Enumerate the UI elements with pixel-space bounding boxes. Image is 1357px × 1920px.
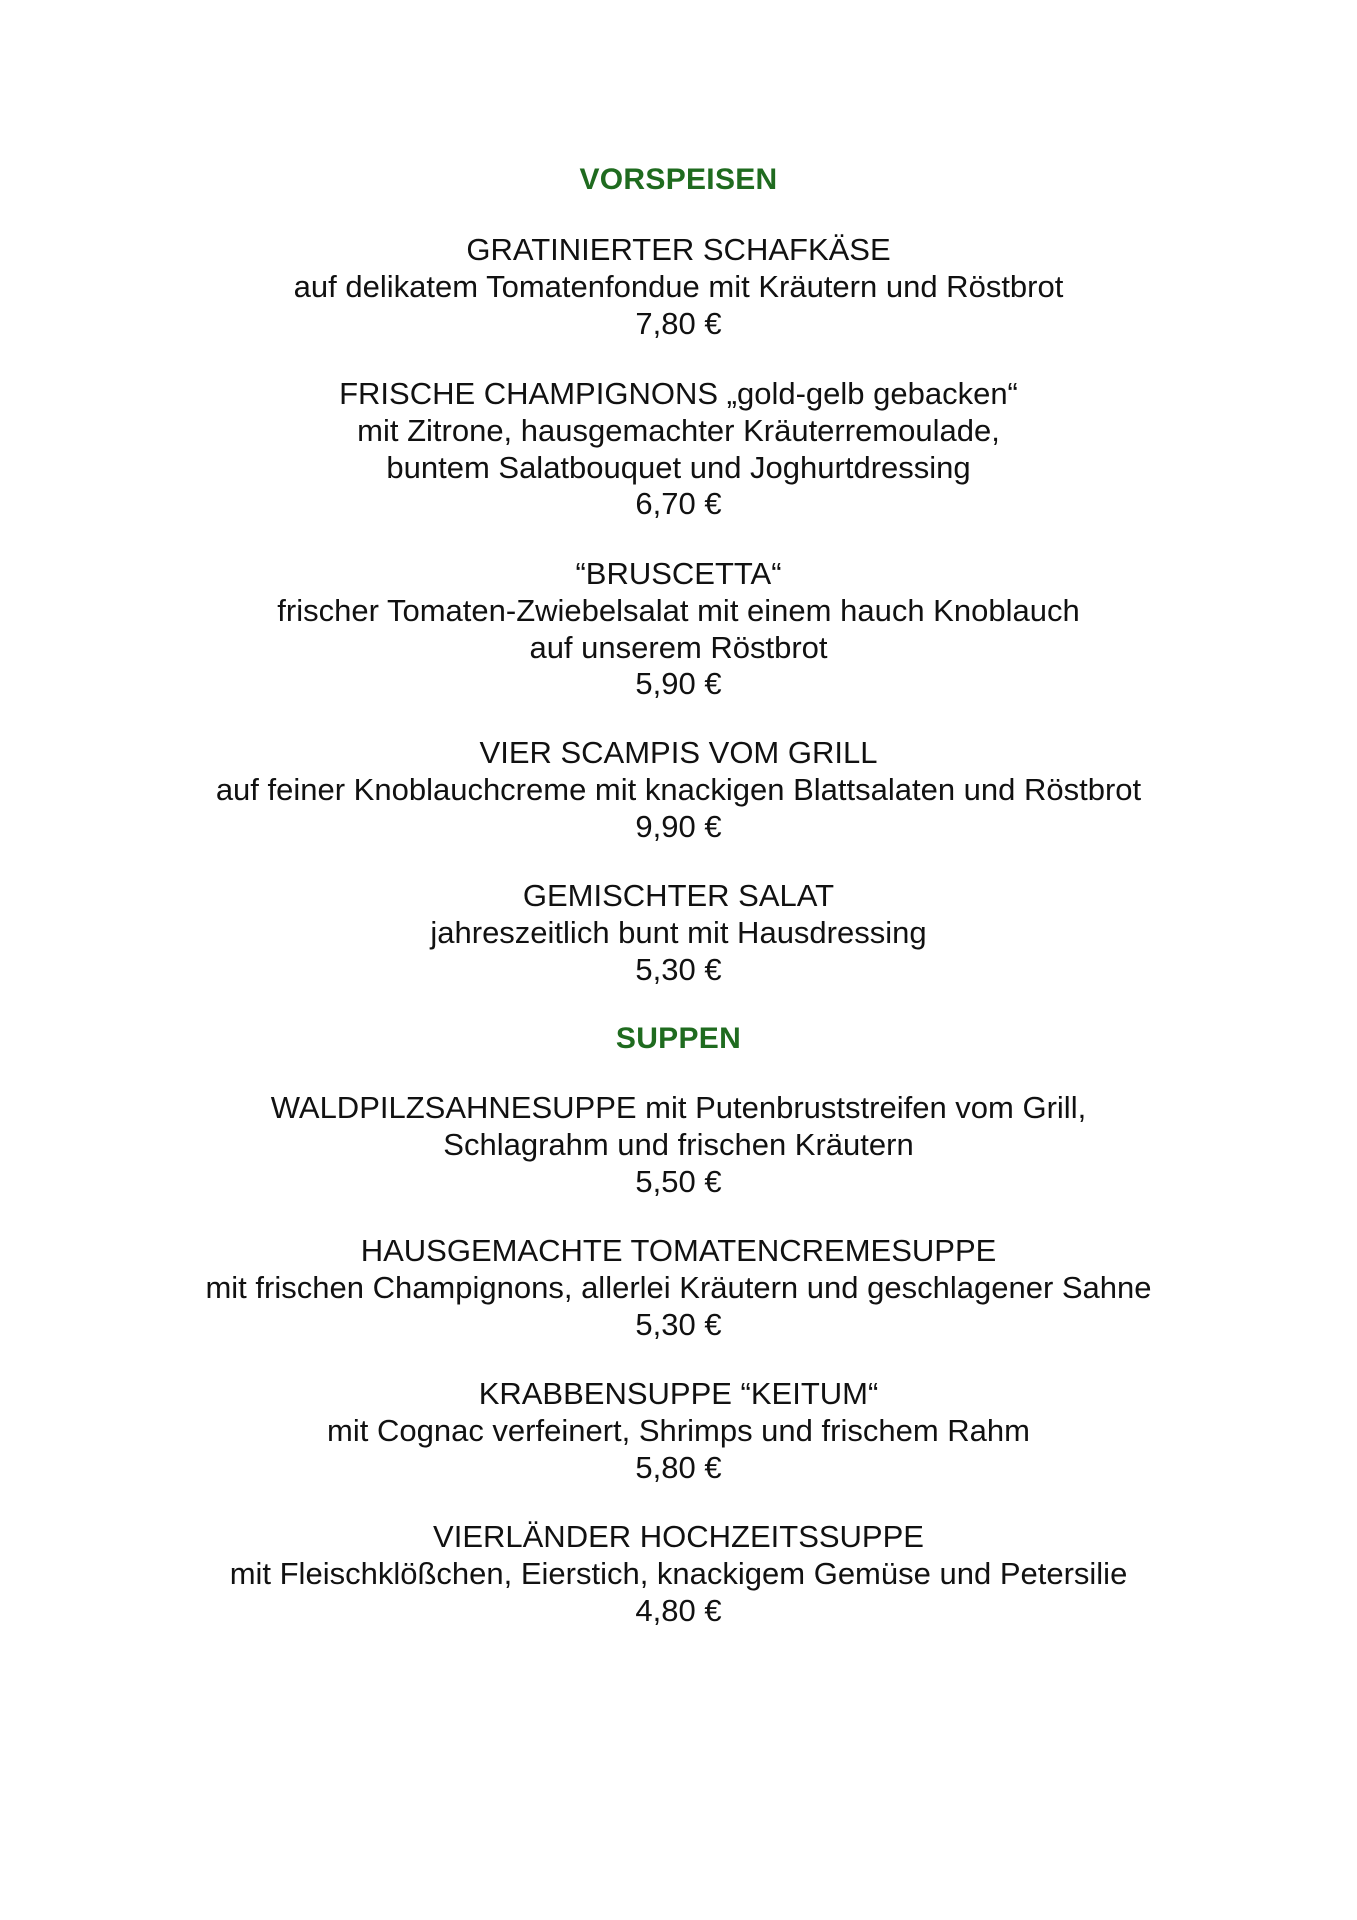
item-description: frischer Tomaten-Zwiebelsalat mit einem hauch Knoblauch bbox=[277, 593, 1080, 628]
item-description: auf unserem Röstbrot bbox=[529, 630, 828, 665]
item-description: auf feiner Knoblauchcreme mit knackigen Blattsalaten und Röstbrot bbox=[215, 772, 1142, 807]
item-price: 4,80 € bbox=[635, 1593, 722, 1628]
item-price: 5,30 € bbox=[635, 952, 722, 987]
item-description: buntem Salatbouquet und Joghurtdressing bbox=[386, 450, 971, 485]
item-description: jahreszeitlich bunt mit Hausdressing bbox=[430, 915, 927, 950]
item-name: GEMISCHTER SALAT bbox=[522, 878, 835, 913]
item-name: GRATINIERTER SCHAFKÄSE bbox=[466, 232, 891, 267]
item-price: 6,70 € bbox=[635, 486, 722, 521]
item-price: 7,80 € bbox=[635, 306, 722, 341]
item-description: mit Zitrone, hausgemachter Kräuterremoulade, bbox=[357, 413, 1000, 448]
item-description: mit Fleischklößchen, Eierstich, knackigem Gemüse und Petersilie bbox=[229, 1556, 1128, 1591]
section-title-suppen: SUPPEN bbox=[615, 1022, 742, 1055]
item-name: WALDPILZSAHNESUPPE mit Putenbruststreifen vom Grill, bbox=[270, 1090, 1087, 1125]
item-price: 9,90 € bbox=[635, 809, 722, 844]
item-description: mit frischen Champignons, allerlei Kräutern und geschlagener Sahne bbox=[205, 1270, 1152, 1305]
item-price: 5,80 € bbox=[635, 1450, 722, 1485]
item-name: VIER SCAMPIS VOM GRILL bbox=[479, 735, 878, 770]
item-price: 5,30 € bbox=[635, 1307, 722, 1342]
item-name: KRABBENSUPPE “KEITUM“ bbox=[478, 1376, 879, 1411]
item-description: mit Cognac verfeinert, Shrimps und frischem Rahm bbox=[327, 1413, 1030, 1448]
item-price: 5,50 € bbox=[635, 1164, 722, 1199]
item-description: auf delikatem Tomatenfondue mit Kräutern und Röstbrot bbox=[293, 269, 1064, 304]
item-price: 5,90 € bbox=[635, 666, 722, 701]
item-name: VIERLÄNDER HOCHZEITSSUPPE bbox=[433, 1519, 924, 1554]
item-description: Schlagrahm und frischen Kräutern bbox=[443, 1127, 914, 1162]
item-name: “BRUSCETTA“ bbox=[575, 556, 782, 591]
item-name: HAUSGEMACHTE TOMATENCREMESUPPE bbox=[360, 1233, 997, 1268]
item-name: FRISCHE CHAMPIGNONS „gold-gelb gebacken“ bbox=[339, 376, 1018, 411]
section-title-vorspeisen: VORSPEISEN bbox=[579, 163, 778, 196]
